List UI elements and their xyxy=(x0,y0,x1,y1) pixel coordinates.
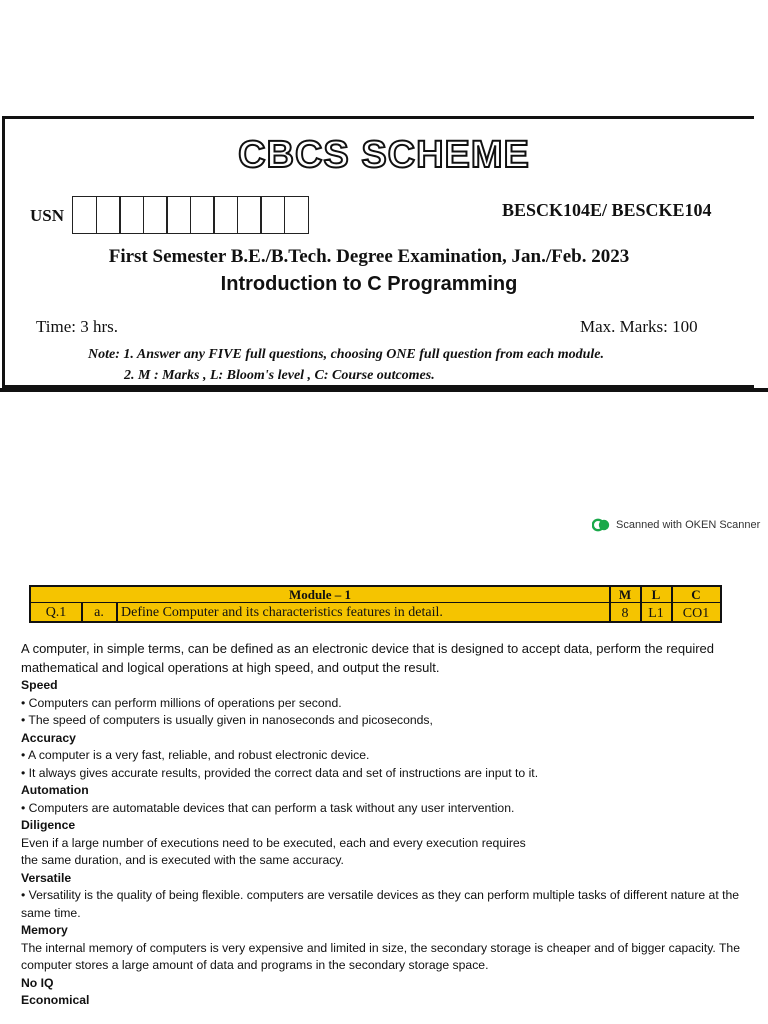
question-part: a. xyxy=(94,604,104,620)
diligence-line-1: Even if a large number of executions need to be executed, each and every execution requires xyxy=(21,835,526,850)
usn-box xyxy=(260,196,285,234)
module-table xyxy=(29,585,722,623)
question-outcome: CO1 xyxy=(682,606,710,621)
heading-accuracy: Accuracy xyxy=(21,730,76,745)
heading-versatile: Versatile xyxy=(21,870,72,885)
scanner-text: Scanned with OKEN Scanner xyxy=(616,519,761,531)
usn-label: USN xyxy=(30,206,65,225)
note-line-2: 2. M : Marks , L: Bloom's level , C: Course outcomes. xyxy=(124,368,435,383)
usn-box xyxy=(119,196,144,234)
course-code: BESCK104E/ BESCKE104 xyxy=(502,200,712,220)
exam-time: Time: 3 hrs. xyxy=(36,317,119,336)
answer-intro: A computer, in simple terms, can be defined as an electronic device that is designed to accept data, perform the required mathematical and logical operations at high speed, and output the result. xyxy=(21,641,714,675)
heading-automation: Automation xyxy=(21,783,89,797)
question-number: Q.1 xyxy=(45,604,67,620)
question-marks: 8 xyxy=(621,606,629,621)
heading-no-iq: No IQ xyxy=(21,975,54,990)
usn-box xyxy=(213,196,238,234)
accuracy-point-2: • It always gives accurate results, provided the correct data and set of instructions are input to it. xyxy=(21,765,539,780)
scanner-watermark xyxy=(592,518,760,532)
answer-body xyxy=(21,640,761,1010)
question-level: L1 xyxy=(648,606,664,621)
scanner-logo-icon xyxy=(592,518,610,532)
module-title: Module – 1 xyxy=(288,586,352,602)
exam-title: First Semester B.E./B.Tech. Degree Examination, Jan./Feb. 2023 xyxy=(108,246,630,267)
heading-speed: Speed xyxy=(21,678,58,692)
speed-point-1: • Computers can perform millions of operations per second. xyxy=(21,695,342,710)
question-row xyxy=(31,603,720,622)
memory-text: The internal memory of computers is very expensive and limited in size, the secondary storage is cheaper and of bigger capacity. The computer stores a large amount of data and programs in the secondary storage space. xyxy=(21,940,740,972)
usn-box xyxy=(190,196,215,234)
usn-box xyxy=(166,196,191,234)
heading-memory: Memory xyxy=(21,923,68,937)
col-outcome-header: C xyxy=(691,586,701,602)
speed-point-2: • The speed of computers is usually given in nanoseconds and picoseconds, xyxy=(21,713,433,727)
col-level-header: L xyxy=(651,586,661,602)
usn-box xyxy=(143,196,168,234)
scheme-title: CBCS SCHEME xyxy=(238,134,530,176)
usn-box xyxy=(284,196,309,234)
automation-point-1: • Computers are automatable devices that can perform a task without any user intervention. xyxy=(21,800,515,815)
header-divider xyxy=(0,388,768,392)
exam-header xyxy=(0,116,768,394)
usn-boxes xyxy=(72,196,307,234)
usn-box xyxy=(237,196,262,234)
accuracy-point-1: • A computer is a very fast, reliable, and robust electronic device. xyxy=(21,748,370,762)
diligence-line-2: the same duration, and is executed with the same accuracy. xyxy=(21,853,344,867)
usn-box xyxy=(72,196,97,234)
subject-title: Introduction to C Programming xyxy=(220,273,518,295)
max-marks: Max. Marks: 100 xyxy=(580,317,698,336)
question-text: Define Computer and its characteristics features in detail. xyxy=(121,604,443,620)
note-line-1: Note: 1. Answer any FIVE full questions, choosing ONE full question from each module. xyxy=(88,347,604,362)
module-header-row xyxy=(31,587,720,603)
usn-box xyxy=(96,196,121,234)
heading-economical: Economical xyxy=(21,993,90,1007)
versatile-point-1: • Versatility is the quality of being flexible. computers are versatile devices as they can perform multiple tasks of different nature at the same time. xyxy=(21,888,740,920)
heading-diligence: Diligence xyxy=(21,818,76,832)
col-marks-header: M xyxy=(618,586,632,602)
